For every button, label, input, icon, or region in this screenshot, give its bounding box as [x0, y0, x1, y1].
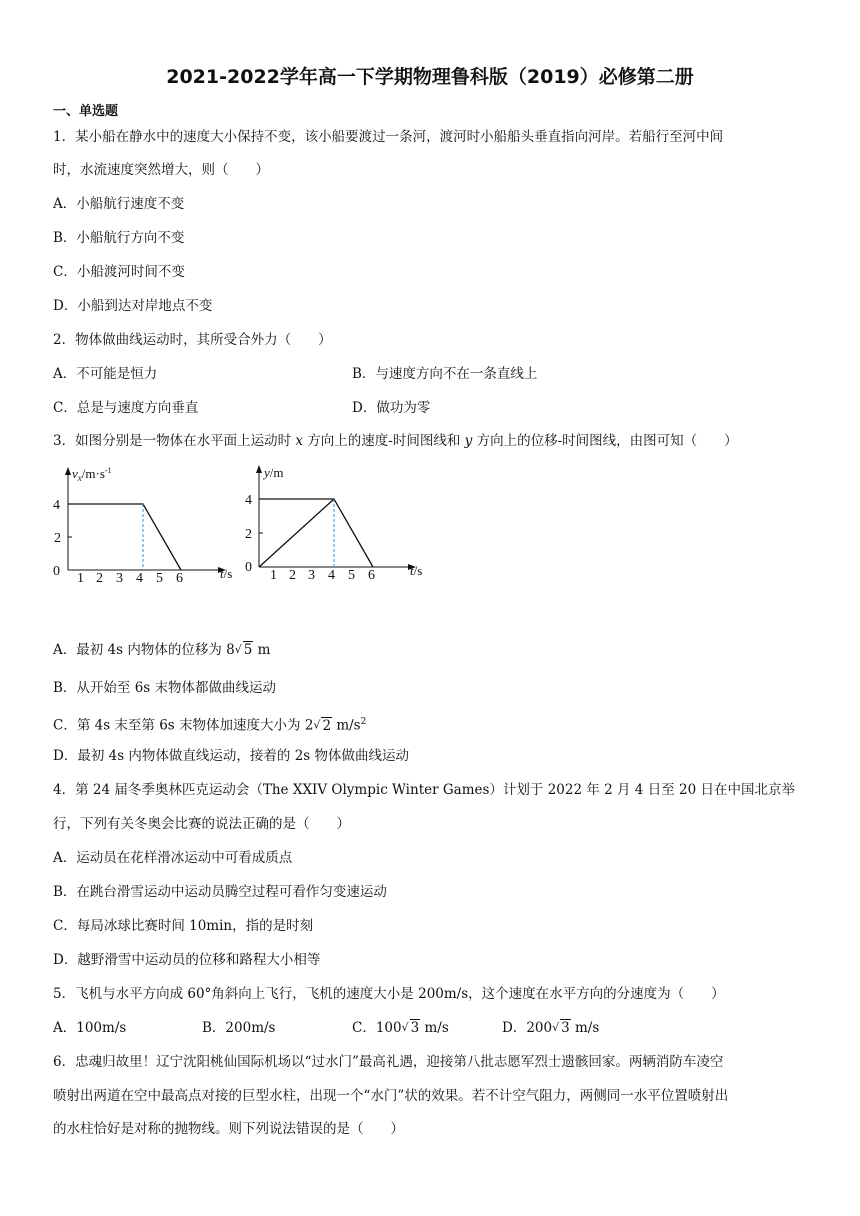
question-5-option-d: D．200√ 3 m/s — [502, 1020, 600, 1036]
velocity-time-graph — [50, 464, 250, 589]
question-3-option-d: D．最初 4s 内物体做直线运动，接着的 2s 物体做曲线运动 — [53, 748, 410, 764]
question-4-option-b: B．在跳台滑雪运动中运动员腾空过程可看作匀变速运动 — [53, 884, 387, 900]
question-1-option-d: D．小船到达对岸地点不变 — [53, 298, 213, 314]
question-3-option-b: B．从开始至 6s 末物体都做曲线运动 — [53, 680, 277, 696]
graph1-ylabel: $v_x/m\cdot s^{-1}$ — [72, 466, 112, 483]
section-heading: 一、单选题 — [53, 104, 119, 119]
question-4-option-d: D．越野滑雪中运动员的位移和路程大小相等 — [53, 952, 321, 968]
question-6-stem-line-3: 的水柱恰好是对称的抛物线。则下列说法错误的是（ ） — [53, 1121, 404, 1137]
question-6-stem-line-1: 6．忠魂归故里！辽宁沈阳桃仙国际机场以“过水门”最高礼遇，迎接第八批志愿军烈士遗骸回家。两辆消防车凌空 — [53, 1054, 724, 1070]
graph2-xtick-3: 3 — [308, 568, 315, 583]
question-2-option-b: B．与速度方向不在一条直线上 — [352, 366, 538, 382]
question-5-stem: 5．飞机与水平方向成 60°角斜向上飞行，飞机的速度大小是 200m/s，这个速度在水平方向的分速度为（ ） — [53, 986, 725, 1002]
question-2-option-d: D．做功为零 — [352, 400, 431, 416]
graph2-ylabel: y/m — [264, 465, 284, 480]
question-1-option-c: C．小船渡河时间不变 — [53, 264, 185, 280]
question-5-option-a: A．100m/s — [53, 1020, 127, 1036]
question-4-stem-line-1: 4．第 24 届冬季奥林匹克运动会（The XXIV Olympic Winter Games）计划于 2022 年 2 月 4 日至 20 日在中国北京举 — [53, 782, 795, 798]
question-2-option-c: C．总是与速度方向垂直 — [53, 400, 199, 416]
graph2-ytick-0: 0 — [245, 560, 252, 575]
graph1-xtick-3: 3 — [116, 571, 123, 586]
graph2-xtick-2: 2 — [289, 568, 296, 583]
graph1-xtick-2: 2 — [96, 571, 103, 586]
question-5-option-c: C．100√ 3 m/s — [352, 1020, 449, 1036]
question-3-option-a: A．最初 4s 内物体的位移为 8√ 5 m — [53, 642, 271, 658]
graph1-ytick-0: 0 — [53, 564, 60, 579]
question-4-option-a: A．运动员在花样滑冰运动中可看成质点 — [53, 850, 293, 866]
question-4-stem-line-2: 行，下列有关冬奥会比赛的说法正确的是（ ） — [53, 816, 350, 832]
graph1-ytick-4: 4 — [53, 498, 60, 513]
graph2-xlabel: t/s — [410, 563, 423, 578]
graph1-xtick-1: 1 — [77, 571, 84, 586]
graph2-xtick-4: 4 — [328, 568, 335, 583]
graph2-xtick-5: 5 — [348, 568, 355, 583]
question-1-stem-line-1: 1．某小船在静水中的速度大小保持不变，该小船要渡过一条河，渡河时小船船头垂直指向河岸。若船行至河中间 — [53, 129, 724, 145]
question-4-option-c: C．每局冰球比赛时间 10min，指的是时刻 — [53, 918, 314, 934]
graph2-ytick-2: 2 — [245, 527, 252, 542]
question-1-option-b: B．小船航行方向不变 — [53, 230, 185, 246]
graph1-xlabel: t/s — [220, 566, 233, 581]
question-2-option-a: A．不可能是恒力 — [53, 366, 158, 382]
graph1-xtick-4: 4 — [136, 571, 143, 586]
question-6-stem-line-2: 喷射出两道在空中最高点对接的巨型水柱，出现一个“水门”状的效果。若不计空气阻力，两侧同一水平位置喷射出 — [53, 1088, 729, 1104]
graph2-xtick-1: 1 — [270, 568, 277, 583]
graph1-xtick-6: 6 — [176, 571, 183, 586]
displacement-time-graph — [242, 462, 442, 587]
question-5-option-b: B．200m/s — [202, 1020, 276, 1036]
graph1-xtick-5: 5 — [156, 571, 163, 586]
question-3-option-c: C．第 4s 末至第 6s 末物体加速度大小为 2√ 2 $m/s^2$ — [53, 717, 367, 734]
graph2-ytick-4: 4 — [245, 493, 252, 508]
graph2-xtick-6: 6 — [368, 568, 375, 583]
page-title: 2021-2022学年高一下学期物理鲁科版（2019）必修第二册 — [166, 66, 694, 88]
question-3-stem: 3．如图分别是一物体在水平面上运动时 x 方向上的速度-时间图线和 y 方向上的位移-时间图线，由图可知（ ） — [53, 433, 738, 449]
graph1-ytick-2: 2 — [54, 531, 61, 546]
question-2-stem: 2．物体做曲线运动时，其所受合外力（ ） — [53, 332, 332, 348]
question-1-stem-line-2: 时，水流速度突然增大，则（ ） — [53, 162, 269, 178]
question-1-option-a: A．小船航行速度不变 — [53, 196, 185, 212]
